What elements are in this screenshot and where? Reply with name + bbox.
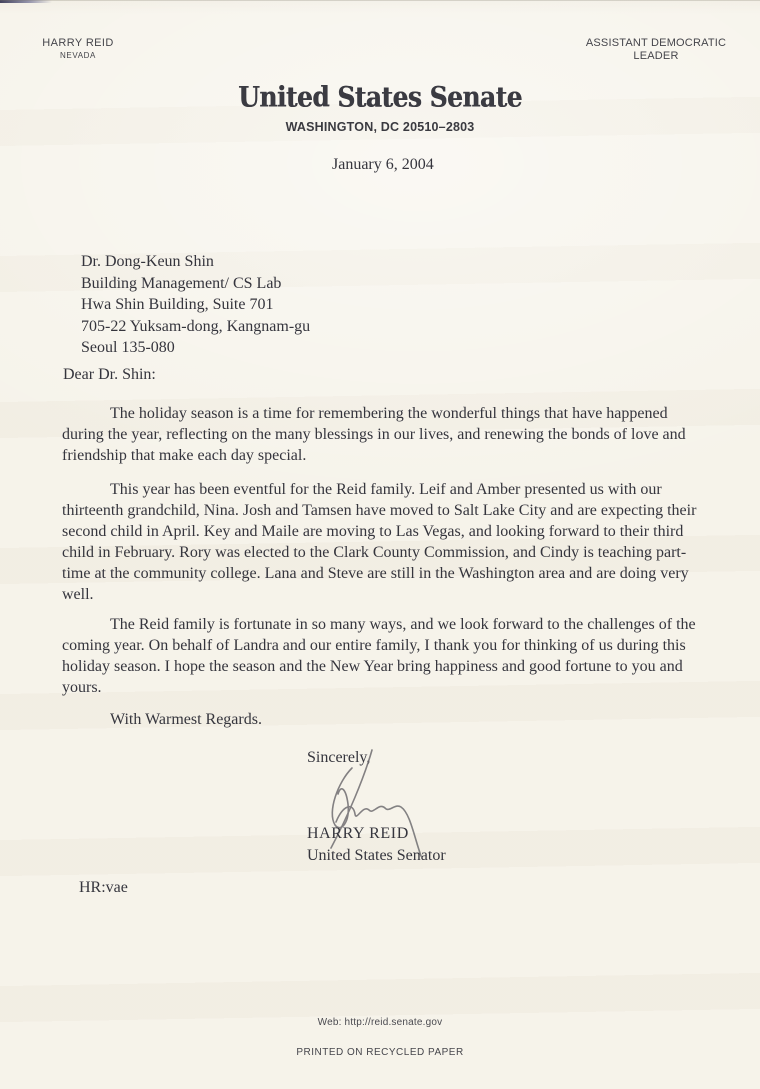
salutation: Dear Dr. Shin:	[63, 366, 156, 383]
recipient-line: Hwa Shin Building, Suite 701	[81, 296, 274, 313]
letterhead-title: United States Senate	[238, 81, 522, 114]
recipient-line: Dr. Dong-Keun Shin	[81, 253, 214, 270]
closing-line: With Warmest Regards.	[110, 711, 262, 728]
footer-web-line: Web: http://reid.senate.gov	[317, 1017, 443, 1028]
recipient-line: Seoul 135-080	[81, 339, 175, 356]
valediction: Sincerely,	[307, 749, 371, 766]
date-line: January 6, 2004	[332, 156, 434, 173]
signer-title: United States Senator	[307, 847, 446, 864]
letterhead-address: WASHINGTON, DC 20510–2803	[285, 120, 475, 134]
reference-initials: HR:vae	[79, 879, 128, 896]
footer-recycled-line: PRINTED ON RECYCLED PAPER	[296, 1047, 464, 1058]
harry-reid-signature	[298, 742, 438, 862]
letterhead-sender-block	[28, 37, 128, 60]
letterhead-role-block	[580, 37, 732, 63]
sender-state: NEVADA	[60, 51, 96, 60]
recipient-address	[81, 251, 310, 359]
recipient-line: 705-22 Yuksam-dong, Kangnam-gu	[81, 317, 311, 335]
role-line1: ASSISTANT DEMOCRATIC	[585, 37, 727, 49]
body-paragraph: The holiday season is a time for remembering the wonderful things that have happened during the year, reflecting on the many blessings in our lives, and renewing the bonds of love and friendship that make each day special.	[62, 405, 686, 464]
role-line2: LEADER	[633, 50, 679, 62]
sender-name: HARRY REID	[42, 37, 114, 49]
body-paragraph: This year has been eventful for the Reid family. Leif and Amber presented us with our thirteenth grandchild, Nina. Josh and Tamsen have moved to Salt Lake City and are expecting their second child in April. Key and Maile are moving to Las Vegas, and looking forward to their third child in February. Rory was elected to the Clark County Commission, and Cindy is teaching part-time at the community college. Lana and Steve are still in the Washington area and are doing very well.	[62, 481, 697, 603]
body-paragraph: The Reid family is fortunate in so many ways, and we look forward to the challenges of the coming year. On behalf of Landra and our entire family, I thank you for thinking of us during this holiday season. I hope the season and the New Year bring happiness and good fortune to you and yours.	[62, 616, 696, 696]
signer-name: HARRY REID	[307, 825, 409, 842]
recipient-line: Building Management/ CS Lab	[81, 274, 282, 292]
